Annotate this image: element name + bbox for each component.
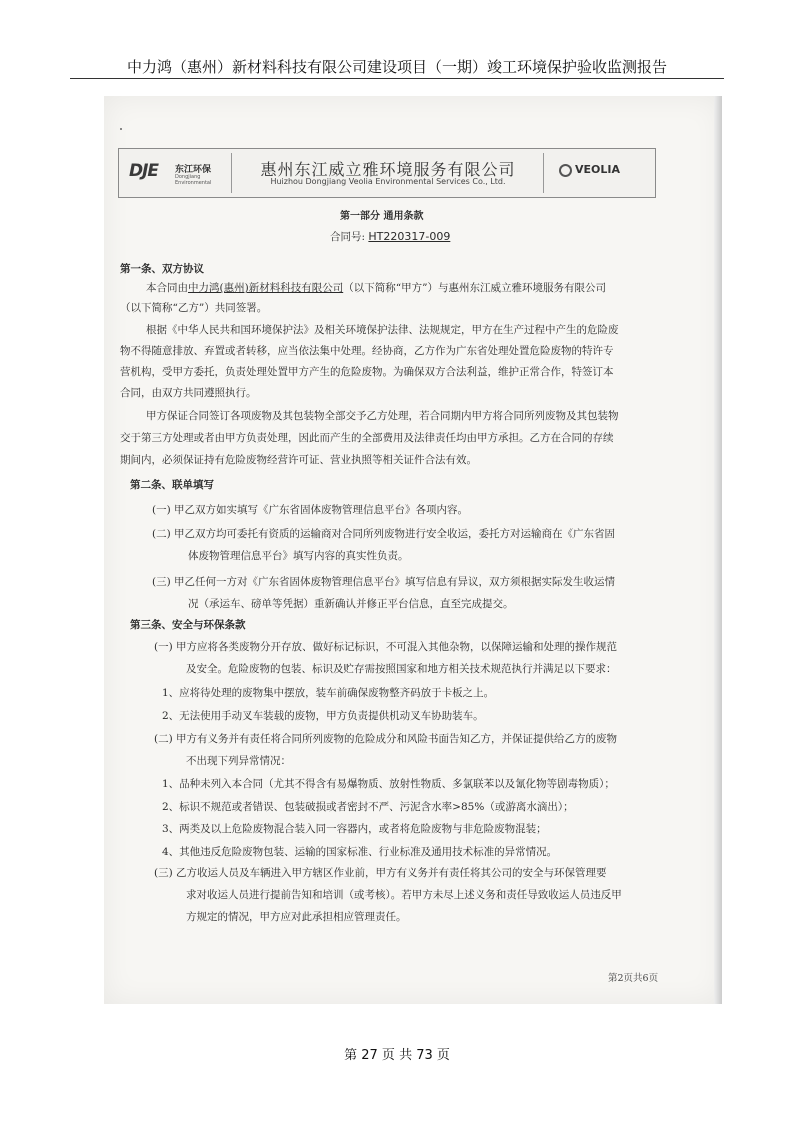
page-footer: 第 27 页 共 73 页 — [344, 1048, 450, 1063]
text-line: (一) 甲乙双方如实填写《广东省固体废物管理信息平台》各项内容。 — [152, 504, 469, 516]
scan-page-number: 第2页共6页 — [608, 973, 659, 984]
dje-logo-mark: DJE — [129, 161, 159, 181]
text-line: (三) 甲乙任何一方对《广东省固体废物管理信息平台》填写信息有异议，双方须根据实际发生收运情 — [152, 576, 616, 588]
text-line: 营机构，受甲方委托，负责处理处置甲方产生的危险废物。为确保双方合法利益，维护正常合作，特签订本 — [120, 366, 614, 378]
text-line: 1、应将待处理的废物集中摆放，装车前确保废物整齐码放于卡板之上。 — [162, 687, 495, 699]
letterhead — [118, 148, 656, 198]
company-name-cn: 惠州东江威立雅环境服务有限公司 — [260, 160, 516, 179]
company-name-en: Huizhou Dongjiang Veolia Environmental Services Co., Ltd. — [270, 177, 506, 186]
text-line: 合同，由双方共同遵照执行。 — [120, 387, 257, 399]
scan-page-edge — [714, 96, 722, 1004]
letterhead-divider — [543, 153, 544, 193]
text-line: 2、标识不规范或者错误、包装破损或者密封不严、污泥含水率>85%（或游离水滴出）； — [162, 801, 574, 813]
text-line: 体废物管理信息平台》填写内容的真实性负责。 — [188, 550, 409, 562]
contract-label: 合同号: — [330, 231, 369, 243]
veolia-circle-icon — [559, 164, 572, 177]
text-line: 期间内，必须保证持有危险废物经营许可证、营业执照等相关证件合法有效。 — [120, 454, 477, 466]
letterhead-divider — [231, 153, 232, 193]
text-line: 根据《中华人民共和国环境保护法》及相关环境保护法律、法规规定，甲方在生产过程中产生的危险废 — [146, 324, 619, 336]
report-header-title: 中力鸿（惠州）新材料科技有限公司建设项目（一期）竣工环境保护验收监测报告 — [126, 58, 667, 76]
dongjiang-logo-cn: 东江环保 — [175, 165, 212, 175]
dongjiang-logo-en: Dongjiang Environmental — [175, 174, 212, 186]
text-line: 及安全。危险废物的包装、标识及贮存需按照国家和地方相关技术规范执行并满足以下要求： — [186, 663, 617, 675]
scan-speck — [120, 128, 122, 130]
party-a-name: 中力鸿(惠州)新材料科技有限公司 — [188, 282, 344, 294]
text-line: （以下简称“乙方”）共同签署。 — [120, 302, 268, 314]
text-line: 况（承运车、磅单等凭据）重新确认并修正平台信息，直至完成提交。 — [188, 598, 514, 610]
header-divider — [70, 78, 724, 79]
dongjiang-logo — [129, 161, 229, 185]
section-heading: 第二条、联单填写 — [130, 479, 214, 491]
text-line: (一) 甲方应将各类废物分开存放、做好标记标识，不可混入其他杂物，以保障运输和处理的操作规范 — [154, 641, 618, 653]
text-line: 3、两类及以上危险废物混合装入同一容器内，或者将危险废物与非危险废物混装； — [162, 823, 547, 835]
text-line: (二) 甲方有义务并有责任将合同所列废物的危险成分和风险书面告知乙方，并保证提供给乙方的废物 — [154, 733, 618, 745]
text-line: 甲方保证合同签订各项废物及其包装物全部交予乙方处理，若合同期内甲方将合同所列废物及其包装物 — [146, 410, 619, 422]
section-heading: 第三条、安全与环保条款 — [130, 619, 246, 631]
contract-number: HT220317-009 — [368, 230, 451, 243]
text-line: 物不得随意排放、弃置或者转移，应当依法集中处理。经协商，乙方作为广东省处理处置危险废物的特许专 — [120, 345, 614, 357]
text-line: 不出现下列异常情况： — [186, 755, 291, 767]
text-line: 4、其他违反危险废物包装、运输的国家标准、行业标准及通用技术标准的异常情况。 — [162, 846, 558, 858]
veolia-logo — [559, 163, 620, 177]
section-heading: 第一条、双方协议 — [120, 263, 204, 275]
veolia-brand: VEOLIA — [575, 163, 620, 176]
part-title: 第一部分 通用条款 — [340, 211, 424, 222]
text-line: (二) 甲乙双方均可委托有资质的运输商对合同所列废物进行安全收运，委托方对运输商在《广东省固 — [152, 528, 616, 540]
text-line: 求对收运人员进行提前告知和培训（或考核）。若甲方未尽上述义务和责任导致收运人员违反甲 — [186, 889, 622, 901]
text-line: (三) 乙方收运人员及车辆进入甲方辖区作业前，甲方有义务并有责任将其公司的安全与环保管理要 — [154, 867, 607, 879]
text-line: 方规定的情况，甲方应对此承担相应管理责任。 — [186, 911, 407, 923]
text-line: 2、无法使用手动叉车装载的废物，甲方负责提供机动叉车协助装车。 — [162, 710, 484, 722]
contract-number-line — [330, 230, 450, 244]
text-line: 交于第三方处理或者由甲方负责处理，因此而产生的全部费用及法律责任均由甲方承担。乙方在合同的存续 — [120, 432, 614, 444]
text-line: 本合同由中力鸿(惠州)新材料科技有限公司（以下简称“甲方”）与惠州东江威立雅环境服务有限公司 — [146, 282, 606, 294]
text-line: 1、品种未列入本合同（尤其不得含有易爆物质、放射性物质、多氯联苯以及氰化物等剧毒物质）； — [162, 778, 615, 790]
